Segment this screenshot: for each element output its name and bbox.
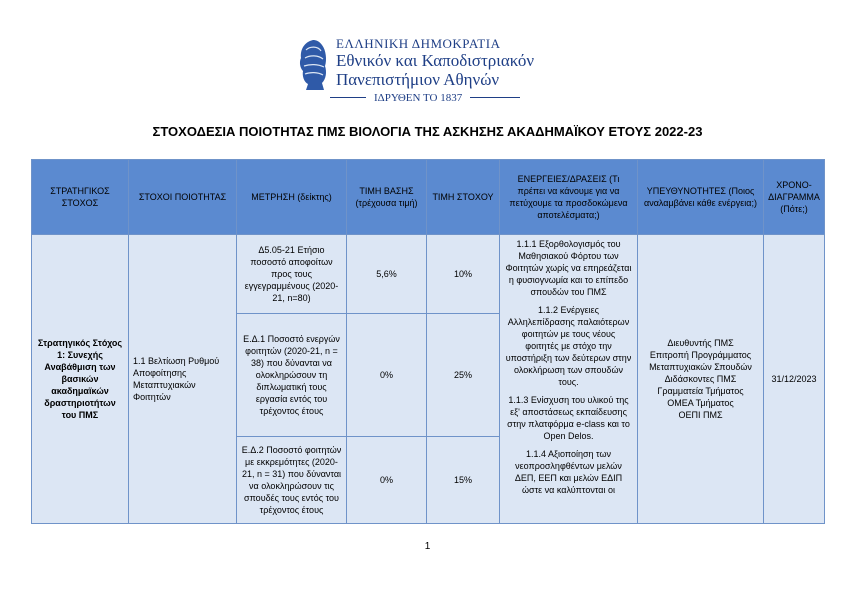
action-item: 1.1.3 Ενίσχυση του υλικού της εξ' αποστάσεως εκπαίδευσης στην πλατφόρμα e-class και το Open Delos. xyxy=(507,395,630,441)
indicator-1-measure: Δ5.05-21 Ετήσιο ποσοστό αποφοίτων προς τους εγγεγραμμένους (2020-21, n=80) xyxy=(237,235,347,314)
athena-head-emblem-icon xyxy=(296,38,330,92)
indicator-3-base: 0% xyxy=(347,437,427,524)
header-schedule: ΧΡΟΝΟ-ΔΙΑΓΡΑΜΜΑ (Πότε;) xyxy=(764,160,825,235)
header-measurement: ΜΕΤΡΗΣΗ (δείκτης) xyxy=(237,160,347,235)
logo-line-4: ΙΔΡΥΘΕΝ ΤΟ 1837 xyxy=(366,92,470,104)
indicator-1-base: 5,6% xyxy=(347,235,427,314)
header-quality-goals: ΣΤΟΧΟΙ ΠΟΙΟΤΗΤΑΣ xyxy=(129,160,237,235)
actions-list xyxy=(504,238,633,520)
table-header-row xyxy=(32,160,825,235)
responsibility-item: Επιτροπή Προγράμματος Μεταπτυχιακών Σπουδών xyxy=(649,350,752,372)
logo-line-3: Πανεπιστήμιον Αθηνών xyxy=(336,70,500,89)
responsibility-item: Διευθυντής ΠΜΣ xyxy=(667,338,734,348)
quality-targets-table xyxy=(31,159,825,524)
indicator-3-target: 15% xyxy=(427,437,500,524)
actions-cell xyxy=(500,235,638,524)
logo-line-1: ΕΛΛΗΝΙΚΗ ΔΗΜΟΚΡΑΤΙΑ xyxy=(336,36,501,51)
quality-goal-cell: 1.1 Βελτίωση Ρυθμού Αποφοίτησης Μεταπτυχιακών Φοιτητών xyxy=(129,235,237,524)
responsibility-item: Διδάσκοντες ΠΜΣ xyxy=(664,374,737,384)
responsibility-item: Γραμματεία Τμήματος xyxy=(657,386,744,396)
indicator-1-target: 10% xyxy=(427,235,500,314)
header-actions: ΕΝΕΡΓΕΙΕΣ/ΔΡΑΣΕΙΣ (Τι πρέπει να κάνουμε για να πετύχουμε τα προσδοκώμενα αποτελέσματα;) xyxy=(500,160,638,235)
table-row xyxy=(32,235,825,314)
indicator-2-target: 25% xyxy=(427,314,500,437)
responsibility-item: ΟΕΠΙ ΠΜΣ xyxy=(678,410,723,420)
header-responsibilities: ΥΠΕΥΘΥΝΟΤΗΤΕΣ (Ποιος αναλαμβάνει κάθε ενέργεια;) xyxy=(638,160,764,235)
header-base-value: ΤΙΜΗ ΒΑΣΗΣ (τρέχουσα τιμή) xyxy=(347,160,427,235)
university-logo xyxy=(296,34,535,106)
indicator-3-measure: Ε.Δ.2 Ποσοστό φοιτητών με εκκρεμότητες (2020-21, n = 31) που δύνανται να ολοκληρώσουν τις σπουδές τους εντός του τρέχοντος έτους xyxy=(237,437,347,524)
responsibilities-cell xyxy=(638,235,764,524)
responsibility-item: ΟΜΕΑ Τμήματος xyxy=(667,398,734,408)
action-item: 1.1.4 Αξιοποίηση των νεοπροσληφθέντων μελών ΔΕΠ, ΕΕΠ και μελών ΕΔΙΠ ώστε να καλύπτονται οι xyxy=(514,449,623,495)
action-item: 1.1.1 Εξορθολογισμός του Μαθησιακού Φόρτου των Φοιτητών χωρίς να επηρεάζεται η φυσιογνωμία και το επίπεδο σπουδών του ΠΜΣ xyxy=(505,239,632,297)
action-item: 1.1.2 Ενέργειες Αλληλεπίδρασης παλαιότερων φοιτητών με τους νέους φοιτητές με στόχο την υποστήριξη των δεύτερων στην ολοκλήρωση των σπουδών τους. xyxy=(505,305,632,387)
header-target-value: ΤΙΜΗ ΣΤΟΧΟΥ xyxy=(427,160,500,235)
header-strategic-goal: ΣΤΡΑΤΗΓΙΚΟΣ ΣΤΟΧΟΣ xyxy=(32,160,129,235)
schedule-cell: 31/12/2023 xyxy=(764,235,825,524)
indicator-2-measure: Ε.Δ.1 Ποσοστό ενεργών φοιτητών (2020-21, n = 38) που δύνανται να ολοκληρώσουν τη διπλωματική τους εργασία εντός του τρέχοντος έτους xyxy=(237,314,347,437)
page-number: 1 xyxy=(424,541,431,552)
strategic-goal-cell: Στρατηγικός Στόχος 1: Συνεχής Αναβάθμιση των βασικών ακαδημαϊκών δραστηριοτήτων του ΠΜΣ xyxy=(32,235,129,524)
indicator-2-base: 0% xyxy=(347,314,427,437)
logo-line-2: Εθνικόν και Καποδιστριακόν xyxy=(336,51,535,70)
document-title: ΣΤΟΧΟΔΕΣΙΑ ΠΟΙΟΤΗΤΑΣ ΠΜΣ ΒΙΟΛΟΓΙΑ ΤΗΣ ΑΣΚΗΣΗΣ ΑΚΑΔΗΜΑΪΚΟΥ ΕΤΟΥΣ 2022-23 xyxy=(152,124,703,139)
